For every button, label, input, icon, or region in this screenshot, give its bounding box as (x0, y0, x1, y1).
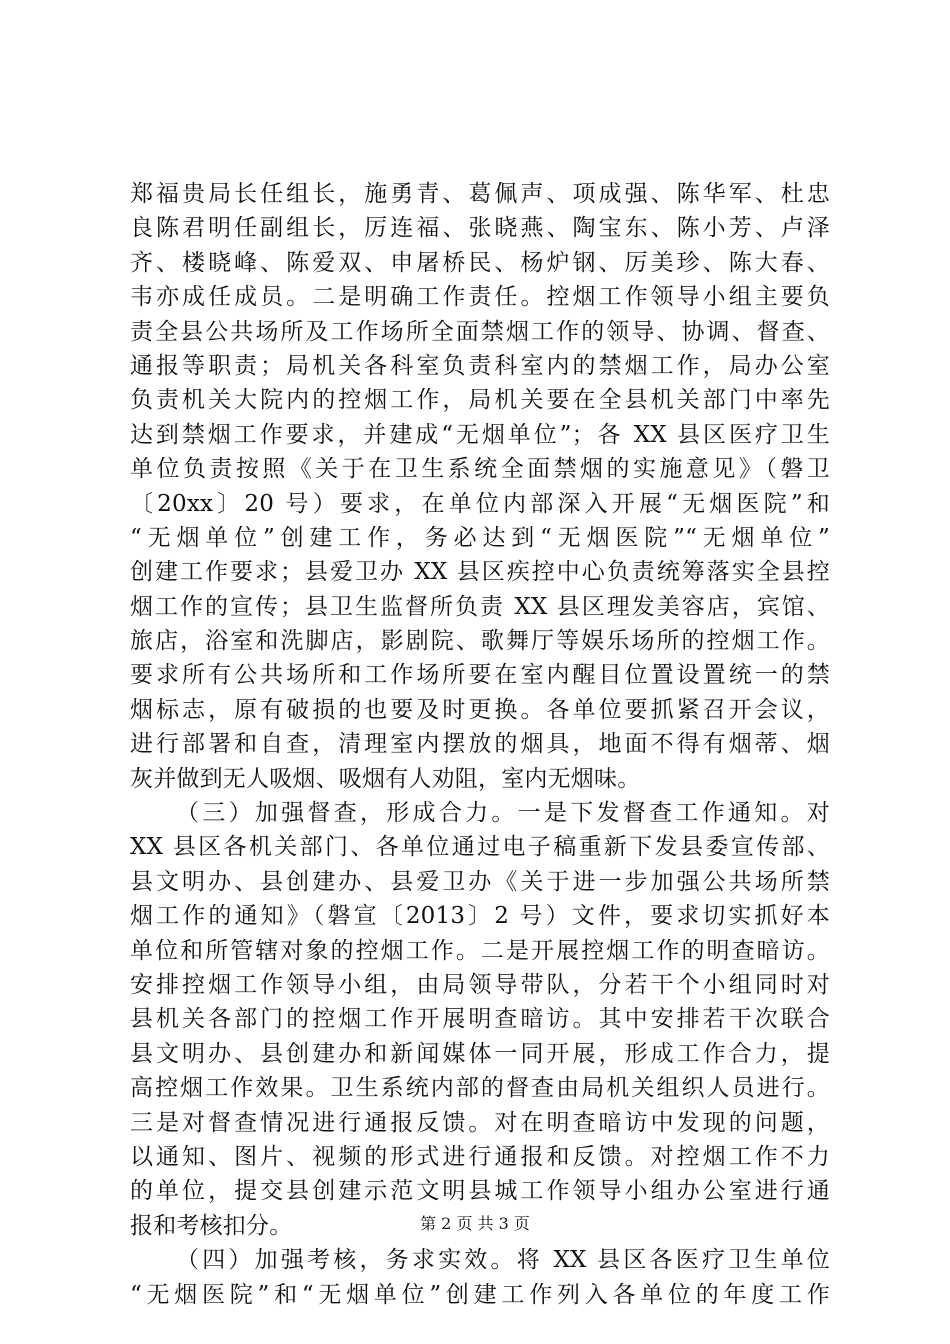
text-line: “无烟单位”创建工作，务必达到“无烟医院”“无烟单位” (130, 524, 830, 551)
text-line: 以通知、图片、视频的形式进行通报和反馈。对控烟工作不力 (130, 1143, 830, 1170)
text-line: 灰并做到无人吸烟、吸烟有人劝阻，室内无烟味。 (130, 765, 641, 792)
text-line: “无烟医院”和“无烟单位”创建工作列入各单位的年度工作 (130, 1281, 830, 1308)
text-line: 单位和所管辖对象的控烟工作。二是开展控烟工作的明查暗访。 (130, 937, 830, 964)
text-line: 烟工作的通知》（磐宣〔2013〕2 号）文件，要求切实抓好本 (130, 903, 830, 930)
text-line: XX 县区各机关部门、各单位通过电子稿重新下发县委宣传部、 (130, 834, 830, 861)
document-body (130, 177, 830, 1312)
text-line: 通报等职责；局机关各科室负责科室内的禁烟工作，局办公室 (130, 352, 830, 379)
text-line: 旅店，浴室和洗脚店，影剧院、歌舞厅等娱乐场所的控烟工作。 (130, 628, 830, 655)
text-line: 的单位，提交县创建示范文明县城工作领导小组办公室进行通 (130, 1178, 830, 1205)
text-line: 高控烟工作效果。卫生系统内部的督查由局机关组织人员进行。 (130, 1075, 830, 1102)
text-line: 负责机关大院内的控烟工作，局机关要在全县机关部门中率先 (130, 387, 830, 414)
text-line: 韦亦成任成员。二是明确工作责任。控烟工作领导小组主要负 (130, 284, 830, 311)
text-line: 报和考核扣分。 (130, 1212, 293, 1239)
text-line: 三是对督查情况进行通报反馈。对在明查暗访中发现的问题， (130, 1109, 830, 1136)
text-line: 烟标志，原有破损的也要及时更换。各单位要抓紧召开会议， (130, 696, 830, 723)
text-line: 创建工作要求；县爱卫办 XX 县区疾控中心负责统筹落实全县控 (130, 559, 830, 586)
text-line: 县机关各部门的控烟工作开展明查暗访。其中安排若干次联合 (130, 1006, 830, 1033)
text-line: 责全县公共场所及工作场所全面禁烟工作的领导、协调、督查、 (130, 318, 830, 345)
text-line: （四）加强考核，务求实效。将 XX 县区各医疗卫生单位 (176, 1247, 830, 1274)
text-line: 良陈君明任副组长，厉连福、张晓燕、陶宝东、陈小芳、卢泽 (130, 215, 830, 242)
text-line: 齐、楼晓峰、陈爱双、申屠桥民、杨炉钢、厉美珍、陈大春、 (130, 249, 830, 276)
text-line: 〔20xx〕20 号）要求，在单位内部深入开展“无烟医院”和 (130, 490, 830, 517)
text-line: 单位负责按照《关于在卫生系统全面禁烟的实施意见》（磐卫 (130, 456, 830, 483)
text-line: 安排控烟工作领导小组，由局领导带队，分若干个小组同时对 (130, 971, 830, 998)
text-line: 县文明办、县创建办、县爱卫办《关于进一步加强公共场所禁 (130, 868, 830, 895)
text-line: 达到禁烟工作要求，并建成“无烟单位”；各 XX 县区医疗卫生 (130, 421, 830, 448)
text-line: 烟工作的宣传；县卫生监督所负责 XX 县区理发美容店，宾馆、 (130, 593, 830, 620)
text-line: 进行部署和自查，清理室内摆放的烟具，地面不得有烟蒂、烟 (130, 731, 830, 758)
page-number-footer: 第 2 页 共 3 页 (420, 1214, 530, 1233)
text-line: 要求所有公共场所和工作场所要在室内醒目位置设置统一的禁 (130, 662, 830, 689)
text-line: 县文明办、县创建办和新闻媒体一同开展，形成工作合力，提 (130, 1040, 830, 1067)
text-line: 郑福贵局长任组长，施勇青、葛佩声、项成强、陈华军、杜忠 (130, 181, 830, 207)
text-line: （三）加强督查，形成合力。一是下发督查工作通知。对 (176, 800, 830, 827)
